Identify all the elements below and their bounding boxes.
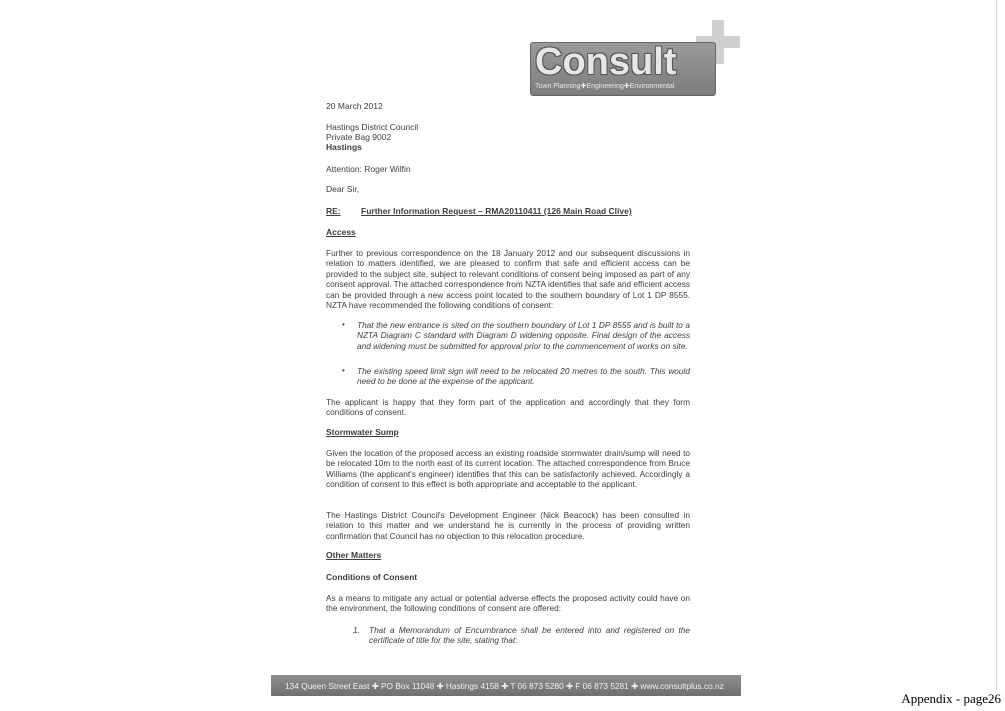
access-paragraph: Further to previous correspondence on the 18 January 2012 and our subsequent discussions in relation to matters identified, we are pleased to confirm that safe and efficient access can be provided to the subject site, subject to relevant conditions of consent being imposed as part of any consent approval. The attached correspondence from NZTA identifies that safe and efficient access can be provided through a new access point located to the southern boundary of Lot 1 DP 8555. NZTA have recommended the following conditions of consent:: [326, 248, 690, 311]
stormwater-paragraph-1: Given the location of the proposed access an existing roadside stormwater drain/sump will need to be relocated 10m to the north east of its current location. The attached correspondence from Bruce Williams (the applicant's engineer) identifies that this can be satisfactorily achieved. Accordingly a condition of consent to this effect is both appropriate and acceptable to the applicant.: [326, 448, 690, 490]
conditions-heading: Conditions of Consent: [326, 572, 418, 582]
condition-number: 1.: [353, 625, 360, 635]
attention-line: Attention: Roger Wilfin: [326, 164, 411, 174]
re-subject: Further Information Request – RMA20110411 (126 Main Road Clive): [361, 206, 632, 216]
conditions-intro: As a means to mitigate any actual or potential adverse effects the proposed activity could have on the environment, the following conditions of consent are offered:: [326, 593, 690, 614]
address-line-1: Hastings District Council: [326, 122, 419, 132]
address-line-3: Hastings: [326, 142, 362, 152]
re-label: RE:: [326, 206, 341, 216]
address-line-2: Private Bag 9002: [326, 132, 392, 142]
bullet-item-2: The existing speed limit sign will need to be relocated 20 metres to the south. This would need to be done at the expense of the applicant.: [357, 366, 690, 387]
page-edge: [996, 0, 997, 690]
bullet-marker-1: •: [342, 320, 345, 329]
appendix-page-label: Appendix - page26: [901, 691, 1001, 706]
logo-brand: Consult: [535, 41, 677, 83]
consult-logo: [530, 20, 742, 96]
other-matters-heading: Other Matters: [326, 550, 382, 560]
footer-contact: 134 Queen Street East ✚ PO Box 11048 ✚ Hastings 4158 ✚ T 06 873 5280 ✚ F 06 873 5281 ✚ www.consultplus.co.nz: [285, 681, 724, 691]
condition-1: That a Memorandum of Encumbrance shall be entered into and registered on the certificate of title for the site, stating that:: [369, 625, 690, 646]
logo-tagline: Town Planning✚Engineering✚Environmental: [535, 83, 675, 90]
bullet-item-1: That the new entrance is sited on the southern boundary of Lot 1 DP 8555 and is built to a NZTA Diagram C standard with Diagram D widening opposite. Final design of the access and widening must be submitted for approval prior to the commencement of works on site.: [357, 320, 690, 351]
stormwater-heading: Stormwater Sump: [326, 427, 399, 437]
access-closing: The applicant is happy that they form part of the application and accordingly that they form conditions of consent.: [326, 397, 690, 418]
salutation: Dear Sir,: [326, 184, 360, 194]
bullet-marker-2: •: [342, 366, 345, 375]
footer-bar: [271, 675, 741, 696]
access-heading: Access: [326, 227, 356, 237]
stormwater-paragraph-2: The Hastings District Council's Development Engineer (Nick Beacock) has been consulted in relation to this matter and we understand he is currently in the process of providing written confirmation that Council has no objection to this relocation procedure.: [326, 510, 690, 541]
letter-date: 20 March 2012: [326, 101, 383, 111]
